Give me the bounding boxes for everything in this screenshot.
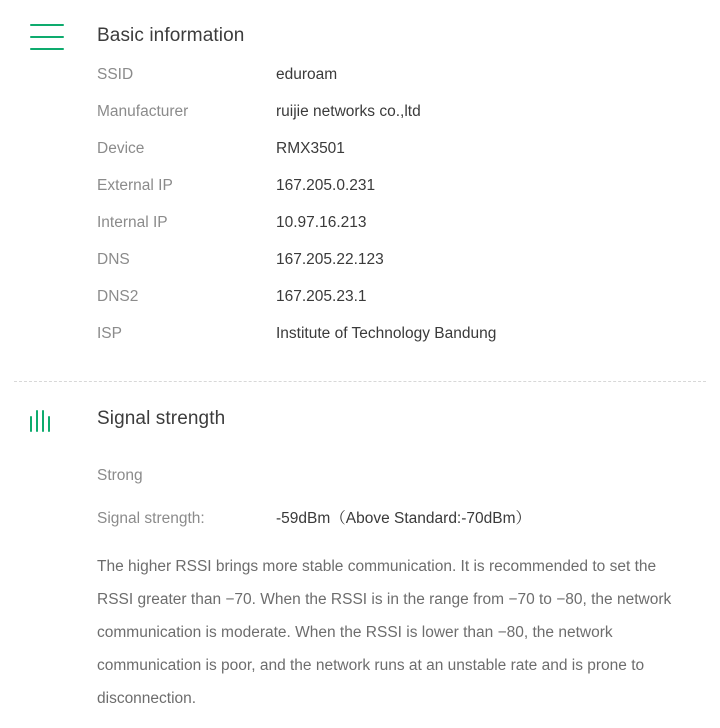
signal-strength-title: Signal strength [97, 408, 226, 429]
info-value: eduroam [276, 66, 338, 83]
signal-quality-label: Strong [97, 467, 143, 484]
info-label: ISP [97, 325, 122, 342]
signal-strength-row-value: -59dBm（Above Standard:-70dBm） [276, 510, 532, 527]
info-row [97, 325, 696, 362]
basic-information-header [0, 0, 720, 50]
info-row [97, 66, 696, 103]
signal-strength-row [97, 506, 690, 528]
info-value: 10.97.16.213 [276, 214, 367, 231]
info-value: ruijie networks co.,ltd [276, 103, 421, 120]
info-row [97, 214, 696, 251]
info-label: DNS2 [97, 288, 139, 305]
info-value: RMX3501 [276, 140, 345, 157]
info-label: External IP [97, 177, 173, 194]
basic-information-title: Basic information [97, 25, 245, 46]
info-label: SSID [97, 66, 134, 83]
info-row [97, 177, 696, 214]
signal-strength-description: The higher RSSI brings more stable communication. It is recommended to set the RSSI greater than −70. When the RSSI is in the range from −70 to −80, the network communication is moderate. When the RSSI is lower than −80, the network communication is poor, and the network runs at an unstable rate and is prone to disconnection. [97, 558, 672, 707]
info-row [97, 288, 696, 325]
signal-bars-icon [30, 406, 70, 432]
info-row [97, 103, 696, 140]
menu-lines-icon [30, 22, 70, 50]
info-row [97, 251, 696, 288]
basic-information-list [0, 66, 720, 362]
info-value: 167.205.23.1 [276, 288, 367, 305]
info-value: 167.205.22.123 [276, 251, 384, 268]
info-label: Device [97, 140, 145, 157]
signal-strength-row-label: Signal strength: [97, 510, 205, 527]
signal-strength-section [0, 382, 720, 715]
info-label: DNS [97, 251, 130, 268]
info-row [97, 140, 696, 177]
signal-strength-header [0, 384, 720, 432]
info-value: 167.205.0.231 [276, 177, 376, 194]
info-label: Manufacturer [97, 103, 189, 120]
info-value: Institute of Technology Bandung [276, 325, 497, 342]
info-label: Internal IP [97, 214, 168, 231]
signal-strength-body [0, 467, 720, 715]
